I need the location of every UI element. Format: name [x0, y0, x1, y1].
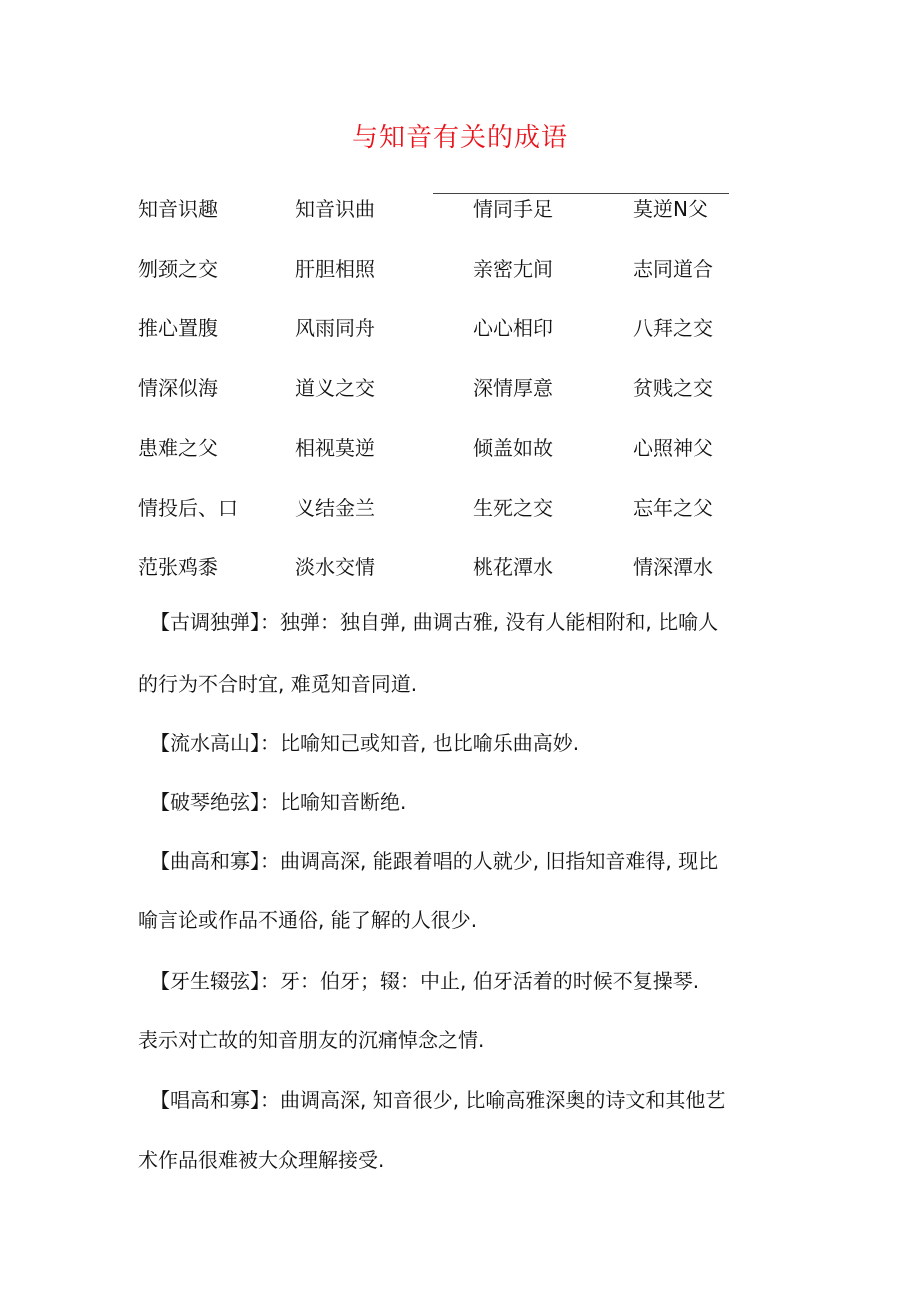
idiom-cell: 莫逆N父 [633, 197, 708, 221]
definition-continuation: 的行为不合时宜, 难觅知音同道. [138, 672, 418, 696]
idiom-cell: 肝胆相照 [295, 256, 375, 281]
idiom-cell: 桃花潭水 [473, 555, 553, 580]
idiom-cell: 知音识趣 [138, 197, 218, 221]
idiom-cell: 倾盖如故 [473, 435, 553, 460]
idiom-cell: 亲密尢间 [473, 256, 553, 281]
idiom-cell: 相视莫逆 [295, 435, 375, 460]
definition-entry: 【古调独弹】：独弹：独自弹, 曲调古雅, 没有人能相附和, 比喻人 [150, 610, 719, 634]
definition-continuation: 表示对亡故的知音朋友的沉痛悼念之情. [138, 1028, 485, 1052]
definition-continuation: 喻言论或作品不通俗, 能了解的人很少. [138, 908, 478, 932]
idiom-cell: 忘年之父 [633, 495, 713, 520]
idiom-cell: 心心相印 [473, 316, 553, 341]
idiom-cell: 八拜之交 [633, 316, 713, 341]
idiom-cell: 范张鸡黍 [138, 555, 218, 580]
idiom-cell: 道义之交 [295, 376, 375, 401]
idiom-cell: 心照神父 [633, 435, 713, 460]
idiom-cell: 情深似海 [138, 376, 218, 401]
idiom-cell: 推心置腹 [138, 316, 218, 341]
idiom-cell: 淡水交情 [295, 555, 375, 580]
idiom-cell: 刎颈之交 [138, 256, 218, 281]
idiom-cell: 情投后、口 [138, 495, 238, 520]
definition-entry: 【流水高山】：比喻知己或知音, 也比喻乐曲高妙. [150, 731, 580, 755]
definition-entry: 【牙生辍弦】：牙：伯牙；辍：中止, 伯牙活着的时候不复操琴. [150, 969, 700, 993]
idiom-cell: 贫贱之交 [633, 376, 713, 401]
divider-line [433, 193, 729, 194]
definition-entry: 【曲高和寡】：曲调高深, 能跟着唱的人就少, 旧指知音难得, 现比 [150, 849, 719, 873]
idiom-cell: 情同手足 [473, 197, 553, 221]
idiom-cell: 深情厚意 [473, 376, 553, 401]
idiom-cell: 情深潭水 [633, 555, 713, 580]
page-title: 与知音有关的成语 [351, 123, 568, 153]
idiom-cell: 风雨同舟 [295, 316, 375, 341]
definition-continuation: 术作品很难被大众理解接受. [138, 1148, 385, 1172]
definition-entry: 【唱高和寡】：曲调高深, 知音很少, 比喻高雅深奥的诗文和其他艺 [150, 1088, 726, 1112]
idiom-cell: 患难之父 [138, 435, 218, 460]
idiom-cell: 生死之交 [473, 495, 553, 520]
idiom-cell: 义结金兰 [295, 495, 375, 520]
idiom-cell: 知音识曲 [295, 197, 375, 221]
definition-entry: 【破琴绝弦】：比喻知音断绝. [150, 790, 407, 814]
idiom-cell: 志同道合 [633, 256, 713, 281]
